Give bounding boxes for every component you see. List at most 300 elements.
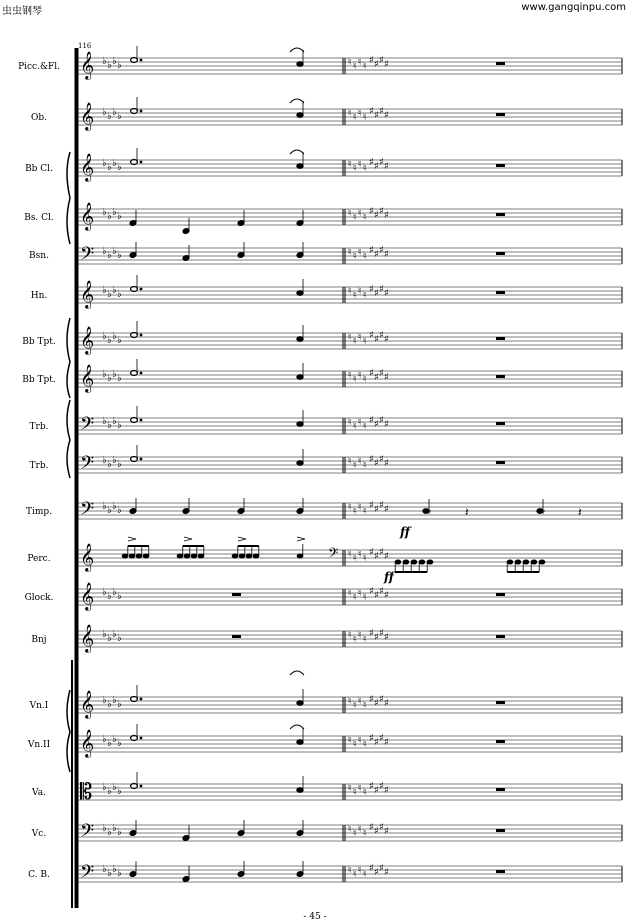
flat-icon: ♭: [112, 734, 117, 745]
sharp-icon: ♯: [374, 372, 379, 383]
flat-icon: ♭: [112, 864, 117, 875]
eighth-note: [232, 554, 238, 558]
treble-clef-icon: 𝄞: [80, 582, 95, 610]
flat-icon: ♭: [112, 416, 117, 427]
flat-icon: ♭: [102, 285, 107, 296]
flat-icon: ♭: [117, 505, 122, 516]
whole-rest: [496, 829, 505, 832]
quarter-note: [297, 701, 303, 706]
eighth-note: [253, 554, 259, 558]
flat-icon: ♭: [117, 250, 122, 261]
natural-icon: ♮: [353, 460, 357, 471]
bass-clef-icon: 𝄢: [80, 821, 95, 846]
dot: [140, 698, 142, 700]
dynamic-ff: ff: [400, 525, 410, 539]
natural-icon: ♮: [363, 112, 367, 123]
natural-icon: ♮: [358, 630, 362, 641]
sharp-icon: ♯: [379, 694, 384, 705]
flat-icon: ♭: [117, 738, 122, 749]
natural-icon: ♮: [353, 212, 357, 223]
sharp-icon: ♯: [384, 419, 389, 430]
dot: [140, 59, 142, 61]
dot: [140, 458, 142, 460]
natural-icon: ♮: [363, 212, 367, 223]
flat-icon: ♭: [112, 455, 117, 466]
flat-icon: ♭: [112, 587, 117, 598]
flat-icon: ♭: [117, 699, 122, 710]
sharp-icon: ♯: [374, 785, 379, 796]
sharp-icon: ♯: [384, 632, 389, 643]
sharp-icon: ♯: [374, 334, 379, 345]
quarter-note: [297, 788, 303, 793]
sharp-icon: ♯: [374, 59, 379, 70]
sharp-icon: ♯: [369, 368, 374, 379]
fermata-icon: [290, 99, 304, 103]
flat-icon: ♭: [112, 331, 117, 342]
natural-icon: ♮: [348, 332, 352, 343]
flat-icon: ♭: [107, 827, 112, 838]
sharp-icon: ♯: [384, 737, 389, 748]
eighth-note: [143, 554, 149, 558]
sharp-icon: ♯: [369, 245, 374, 256]
svg-text:𝄽: 𝄽: [578, 505, 582, 519]
flat-icon: ♭: [107, 633, 112, 644]
sharp-icon: ♯: [369, 206, 374, 217]
svg-text:𝄾: 𝄾: [542, 505, 546, 519]
sharp-icon: ♯: [374, 632, 379, 643]
natural-icon: ♮: [353, 553, 357, 564]
eighth-note: [177, 554, 183, 558]
natural-icon: ♮: [348, 735, 352, 746]
bass-clef-icon: 𝄢: [80, 499, 95, 524]
natural-icon: ♮: [363, 828, 367, 839]
whole-rest: [496, 788, 505, 791]
quarter-note: [297, 291, 303, 296]
natural-icon: ♮: [358, 370, 362, 381]
treble-clef-icon: 𝄞: [80, 690, 95, 718]
sharp-icon: ♯: [379, 157, 384, 168]
sixteenth-note: [515, 560, 521, 564]
flat-icon: ♭: [117, 373, 122, 384]
natural-icon: ♮: [363, 700, 367, 711]
sharp-icon: ♯: [374, 698, 379, 709]
flat-icon: ♭: [112, 823, 117, 834]
sharp-icon: ♯: [369, 55, 374, 66]
sharp-icon: ♯: [369, 500, 374, 511]
flat-icon: ♭: [102, 56, 107, 67]
natural-icon: ♮: [348, 824, 352, 835]
natural-icon: ♮: [348, 630, 352, 641]
natural-icon: ♮: [353, 634, 357, 645]
instrument-label-trb-2: Trb.: [29, 461, 49, 471]
flat-icon: ♭: [102, 587, 107, 598]
instrument-label-bb-cl: Bb Cl.: [25, 164, 53, 174]
flat-icon: ♭: [107, 786, 112, 797]
eighth-note: [136, 554, 142, 558]
flat-icon: ♭: [107, 211, 112, 222]
system-bracket: [72, 48, 78, 908]
whole-rest: [496, 701, 505, 704]
bass-clef-icon: 𝄢: [328, 545, 339, 564]
sharp-icon: ♯: [369, 586, 374, 597]
flat-icon: ♭: [117, 60, 122, 71]
natural-icon: ♮: [353, 700, 357, 711]
instrument-label-bnj: Bnj: [31, 635, 47, 645]
flat-icon: ♭: [102, 455, 107, 466]
natural-icon: ♮: [358, 549, 362, 560]
whole-rest: [232, 593, 241, 596]
flat-icon: ♭: [102, 734, 107, 745]
sharp-icon: ♯: [374, 458, 379, 469]
instrument-label-ob: Ob.: [30, 113, 47, 123]
dot: [140, 334, 142, 336]
whole-rest: [496, 461, 505, 464]
sharp-icon: ♯: [379, 245, 384, 256]
sharp-icon: ♯: [384, 458, 389, 469]
flat-icon: ♭: [112, 246, 117, 257]
sharp-icon: ♯: [374, 419, 379, 430]
sharp-icon: ♯: [379, 547, 384, 558]
flat-icon: ♭: [117, 591, 122, 602]
whole-rest: [232, 635, 241, 638]
flat-icon: ♭: [112, 285, 117, 296]
sharp-icon: ♯: [379, 330, 384, 341]
eighth-note: [191, 554, 197, 558]
natural-icon: ♮: [363, 553, 367, 564]
sharp-icon: ♯: [369, 781, 374, 792]
sixteenth-note: [427, 560, 433, 564]
quarter-note: [297, 461, 303, 466]
whole-rest: [496, 291, 505, 294]
instrument-label-picc-fl: Picc.&Fl.: [18, 62, 60, 72]
treble-clef-icon: 𝄞: [80, 280, 95, 308]
natural-icon: ♮: [363, 290, 367, 301]
sharp-icon: ♯: [384, 249, 389, 260]
natural-icon: ♮: [353, 163, 357, 174]
quarter-note: [297, 554, 303, 558]
flat-icon: ♭: [102, 207, 107, 218]
sharp-icon: ♯: [384, 590, 389, 601]
sharp-icon: ♯: [384, 288, 389, 299]
sharp-icon: ♯: [384, 210, 389, 221]
instrument-label-cb: C. B.: [28, 870, 50, 880]
flat-icon: ♭: [112, 629, 117, 640]
sharp-icon: ♯: [374, 551, 379, 562]
flat-icon: ♭: [102, 246, 107, 257]
natural-icon: ♮: [363, 374, 367, 385]
quarter-note: [297, 164, 303, 169]
natural-icon: ♮: [348, 783, 352, 794]
dot: [140, 372, 142, 374]
natural-icon: ♮: [358, 108, 362, 119]
instrument-label-vc: Vc.: [31, 829, 47, 839]
whole-rest: [496, 62, 505, 65]
sharp-icon: ♯: [379, 586, 384, 597]
flat-icon: ♭: [107, 162, 112, 173]
sharp-icon: ♯: [384, 334, 389, 345]
natural-icon: ♮: [363, 506, 367, 517]
sharp-icon: ♯: [384, 698, 389, 709]
whole-rest: [496, 164, 505, 167]
natural-icon: ♮: [358, 286, 362, 297]
natural-icon: ♮: [353, 61, 357, 72]
natural-icon: ♮: [353, 374, 357, 385]
sharp-icon: ♯: [369, 454, 374, 465]
sixteenth-note: [411, 560, 417, 564]
dot: [140, 161, 142, 163]
staff-lines: [78, 58, 622, 882]
sharp-icon: ♯: [369, 330, 374, 341]
flat-icon: ♭: [117, 289, 122, 300]
flat-icon: ♭: [112, 56, 117, 67]
treble-clef-icon: 𝄞: [80, 153, 95, 181]
sixteenth-note: [531, 560, 537, 564]
natural-icon: ♮: [363, 421, 367, 432]
treble-clef-icon: 𝄞: [80, 326, 95, 354]
sharp-icon: ♯: [374, 288, 379, 299]
natural-icon: ♮: [353, 592, 357, 603]
whole-rest: [496, 870, 505, 873]
quarter-note: [297, 375, 303, 380]
flat-icon: ♭: [107, 505, 112, 516]
natural-icon: ♮: [358, 208, 362, 219]
sharp-icon: ♯: [384, 59, 389, 70]
alto-clef-icon: 𝄡: [80, 780, 93, 805]
site-url-header: www.gangqinpu.com: [521, 2, 626, 13]
sharp-icon: ♯: [379, 500, 384, 511]
sharp-icon: ♯: [384, 110, 389, 121]
measure-number: 116: [78, 42, 92, 50]
sharp-icon: ♯: [369, 694, 374, 705]
natural-icon: ♮: [348, 108, 352, 119]
key-signatures: [102, 55, 389, 880]
natural-icon: ♮: [348, 696, 352, 707]
bass-clef-icon: 𝄢: [80, 862, 95, 887]
treble-clef-icon: 𝄞: [80, 102, 95, 130]
flat-icon: ♭: [107, 60, 112, 71]
dot: [140, 785, 142, 787]
natural-icon: ♮: [363, 634, 367, 645]
flat-icon: ♭: [112, 782, 117, 793]
natural-icon: ♮: [363, 460, 367, 471]
flat-icon: ♭: [107, 738, 112, 749]
natural-icon: ♮: [348, 502, 352, 513]
sharp-icon: ♯: [379, 454, 384, 465]
eighth-note: [184, 554, 190, 558]
site-name-header: 虫虫钢琴: [2, 6, 42, 17]
flat-icon: ♭: [112, 695, 117, 706]
sharp-icon: ♯: [384, 372, 389, 383]
sharp-icon: ♯: [384, 826, 389, 837]
sharp-icon: ♯: [384, 785, 389, 796]
sharp-icon: ♯: [374, 504, 379, 515]
flat-icon: ♭: [112, 501, 117, 512]
flat-icon: ♭: [117, 111, 122, 122]
natural-icon: ♮: [348, 588, 352, 599]
flat-icon: ♭: [107, 111, 112, 122]
sharp-icon: ♯: [369, 415, 374, 426]
natural-icon: ♮: [348, 208, 352, 219]
flat-icon: ♭: [102, 416, 107, 427]
whole-rest: [496, 213, 505, 216]
natural-icon: ♮: [358, 696, 362, 707]
instrument-label-bs-cl: Bs. Cl.: [24, 213, 54, 223]
natural-icon: ♮: [358, 502, 362, 513]
sharp-icon: ♯: [374, 590, 379, 601]
natural-icon: ♮: [363, 739, 367, 750]
flat-icon: ♭: [117, 459, 122, 470]
sixteenth-note: [507, 560, 513, 564]
whole-rests: [232, 62, 505, 873]
natural-icon: ♮: [363, 61, 367, 72]
natural-icon: ♮: [348, 549, 352, 560]
sharp-icon: ♯: [379, 822, 384, 833]
whole-rest: [496, 252, 505, 255]
sharp-icon: ♯: [379, 206, 384, 217]
measure-barlines: [343, 58, 622, 882]
natural-icon: ♮: [363, 163, 367, 174]
sixteenth-note: [395, 560, 401, 564]
instrument-label-bb-tpt-1: Bb Tpt.: [22, 337, 56, 347]
quarter-note: [297, 337, 303, 342]
eighth-note: [129, 554, 135, 558]
natural-icon: ♮: [348, 159, 352, 170]
flat-icon: ♭: [102, 369, 107, 380]
natural-icon: ♮: [358, 417, 362, 428]
fermata-icon: [290, 725, 304, 729]
natural-icon: ♮: [348, 370, 352, 381]
instrument-label-hn: Hn.: [30, 291, 48, 301]
sharp-icon: ♯: [374, 110, 379, 121]
sharp-icon: ♯: [384, 551, 389, 562]
natural-icon: ♮: [353, 869, 357, 880]
flat-icon: ♭: [102, 107, 107, 118]
sharp-icon: ♯: [379, 863, 384, 874]
flat-icon: ♭: [117, 868, 122, 879]
instrument-label-bb-tpt-2: Bb Tpt.: [22, 375, 56, 385]
sixteenth-note: [539, 560, 545, 564]
fermata-icon: [290, 48, 304, 52]
sharp-icon: ♯: [374, 249, 379, 260]
flat-icon: ♭: [117, 786, 122, 797]
flat-icon: ♭: [117, 420, 122, 431]
flat-icon: ♭: [107, 335, 112, 346]
accent-marks: [128, 537, 305, 541]
whole-rest: [496, 635, 505, 638]
sharp-icon: ♯: [369, 628, 374, 639]
natural-icon: ♮: [353, 506, 357, 517]
whole-rest: [496, 113, 505, 116]
natural-icon: ♮: [348, 456, 352, 467]
flat-icon: ♭: [107, 289, 112, 300]
sharp-icon: ♯: [369, 284, 374, 295]
flat-icon: ♭: [112, 158, 117, 169]
eighth-note: [198, 554, 204, 558]
natural-icon: ♮: [353, 336, 357, 347]
natural-icon: ♮: [358, 824, 362, 835]
whole-rest: [496, 337, 505, 340]
quarter-note: [297, 113, 303, 118]
flat-icon: ♭: [102, 695, 107, 706]
natural-icon: ♮: [363, 336, 367, 347]
flat-icon: ♭: [107, 373, 112, 384]
natural-icon: ♮: [358, 159, 362, 170]
sharp-icon: ♯: [379, 781, 384, 792]
sharp-icon: ♯: [369, 822, 374, 833]
sharp-icon: ♯: [374, 867, 379, 878]
eighth-note: [239, 554, 245, 558]
flat-icon: ♭: [117, 827, 122, 838]
natural-icon: ♮: [353, 739, 357, 750]
flat-icon: ♭: [102, 501, 107, 512]
instrument-label-glock: Glock.: [24, 593, 54, 603]
natural-icon: ♮: [358, 865, 362, 876]
natural-icon: ♮: [348, 417, 352, 428]
sharp-icon: ♯: [379, 628, 384, 639]
sharp-icon: ♯: [379, 733, 384, 744]
flat-icon: ♭: [117, 211, 122, 222]
treble-clef-icon: 𝄞: [80, 729, 95, 757]
natural-icon: ♮: [348, 865, 352, 876]
sharp-icon: ♯: [369, 547, 374, 558]
sharp-icon: ♯: [379, 368, 384, 379]
natural-icon: ♮: [358, 57, 362, 68]
sharp-icon: ♯: [369, 733, 374, 744]
flat-icon: ♭: [117, 335, 122, 346]
instrument-label-vn2: Vn.II: [27, 740, 51, 750]
dot: [140, 110, 142, 112]
dot: [140, 419, 142, 421]
natural-icon: ♮: [363, 592, 367, 603]
flat-icon: ♭: [112, 207, 117, 218]
natural-icon: ♮: [358, 588, 362, 599]
flat-icon: ♭: [107, 420, 112, 431]
sixteenth-note: [403, 560, 409, 564]
sharp-icon: ♯: [374, 161, 379, 172]
sixteenth-note: [523, 560, 529, 564]
whole-rest: [496, 375, 505, 378]
flat-icon: ♭: [102, 158, 107, 169]
natural-icon: ♮: [363, 251, 367, 262]
flat-icon: ♭: [117, 633, 122, 644]
natural-icon: ♮: [353, 787, 357, 798]
notes: [122, 46, 545, 882]
instrument-label-trb-1: Trb.: [29, 422, 49, 432]
instrument-label-perc: Perc.: [27, 554, 51, 564]
instrument-label-bsn: Bsn.: [29, 251, 49, 261]
natural-icon: ♮: [358, 783, 362, 794]
instrument-label-va: Va.: [32, 788, 46, 798]
natural-icon: ♮: [353, 828, 357, 839]
instrument-label-vn1: Vn.I: [29, 701, 49, 711]
natural-icon: ♮: [358, 332, 362, 343]
flat-icon: ♭: [107, 459, 112, 470]
sharp-icon: ♯: [384, 867, 389, 878]
sharp-icon: ♯: [379, 106, 384, 117]
treble-clef-icon: 𝄞: [80, 202, 95, 230]
natural-icon: ♮: [363, 787, 367, 798]
page-number: - 45 -: [303, 912, 327, 922]
natural-icon: ♮: [363, 869, 367, 880]
eighth-note: [246, 554, 252, 558]
dot: [140, 737, 142, 739]
sharp-icon: ♯: [374, 210, 379, 221]
flat-icon: ♭: [107, 250, 112, 261]
natural-icon: ♮: [353, 290, 357, 301]
eighth-note: [122, 554, 128, 558]
dynamic-ff: ff: [384, 570, 394, 584]
natural-icon: ♮: [353, 251, 357, 262]
